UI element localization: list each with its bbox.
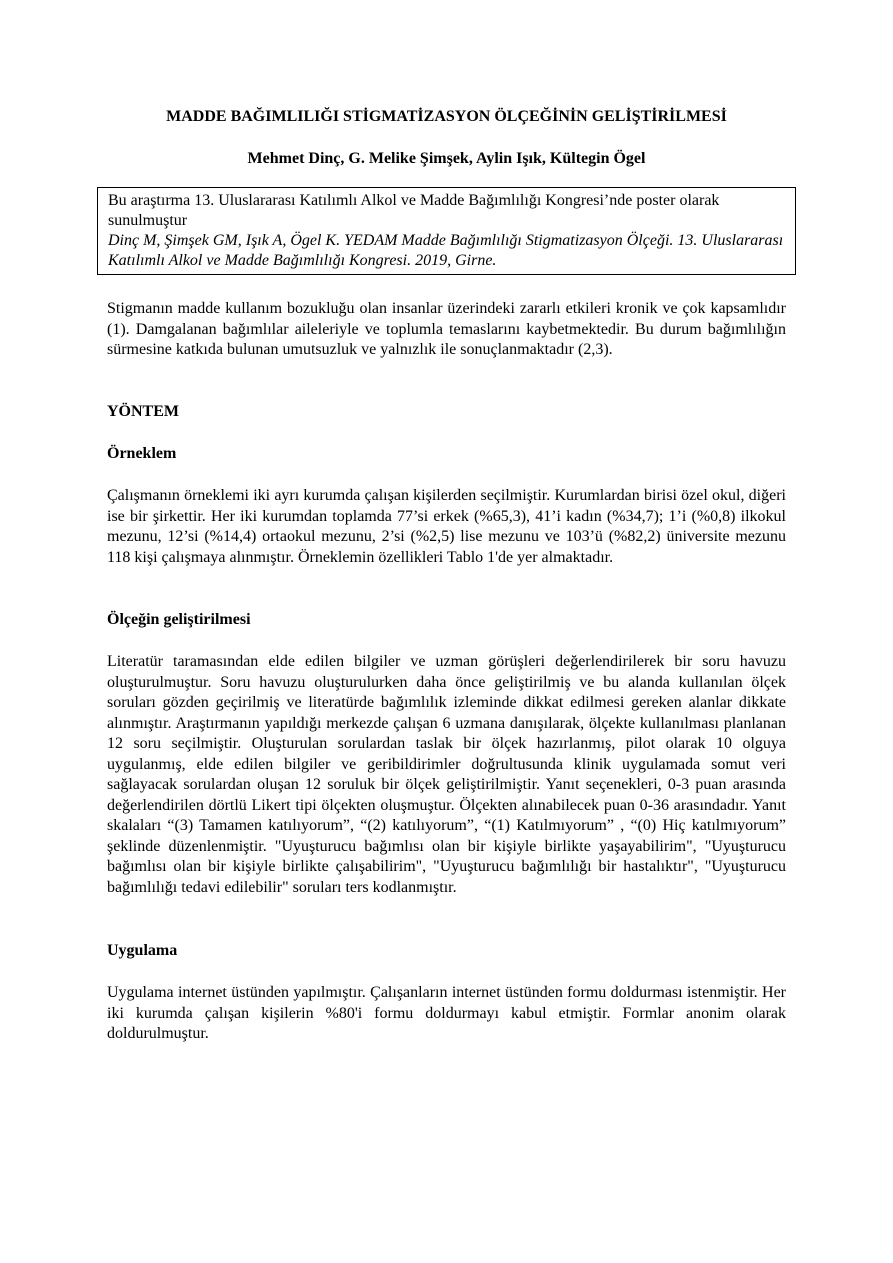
development-paragraph: Literatür taramasından elde edilen bilgiler ve uzman görüşleri değerlendirilerek bir soru havuzu oluşturulmuştur. Soru havuzu oluşturulurken daha önce geliştirilmiş ve bu alanda kullanılan ölçek soruları gözden geçirilmiş ve literatürde bağımlılık izleminde dikkat edilmesi gereken alanlar dikkate alınmıştır. Araştırmanın yapıldığı merkezde çalışan 6 uzmana danışılarak, ölçekte kullanılması planlanan 12 soru seçilmiştir. Oluşturulan sorulardan taslak bir ölçek hazırlanmış, pilot olarak 10 olguya uygulanmış, elde edilen bilgiler ve geribildirimler doğrultusunda klinik uygulamada somut veri sağlayacak sorulardan oluşan 12 soruluk bir ölçek geliştirilmiştir. Yanıt seçenekleri, 0-3 puan arasında değerlendirilen dörtlü Likert tipi ölçekten oluşmuştur. Ölçekten alınabilecek puan 0-36 arasındadır. Yanıt skalaları “(3) Tamamen katılıyorum”, “(2) katılıyorum”, “(1) Katılmıyorum” , “(0) Hiç katılmıyorum” şeklinde düzenlenmiştir. "Uyuşturucu bağımlısı olan bir kişiyle birlikte yaşayabilirim", "Uyuşturucu bağımlısı olan bir kişiyle birlikte çalışabilirim", "Uyuşturucu bağımlılığı bir hastalıktır", "Uyuşturucu bağımlılığı tedavi edilebilir" soruları ters kodlanmıştır. [107,653,786,896]
presentation-note-box [97,187,796,275]
sample-paragraph: Çalışmanın örneklemi iki ayrı kurumda çalışan kişilerden seçilmiştir. Kurumlardan birisi özel okul, diğeri ise bir şirkettir. Her iki kurumdan toplamda 77’si erkek (%65,3), 41’i kadın (%34,7); 1’i (%0,8) ilkokul mezunu, 12’si (%14,4) ortaokul mezunu, 2’si (%2,5) lise mezunu ve 103’ü (%82,2) üniversite mezunu 118 kişi çalışmaya alınmıştır. Örneklemin özellikleri Tablo 1'de yer almaktadır. [107,487,786,566]
intro-paragraph: Stigmanın madde kullanım bozukluğu olan insanlar üzerindeki zararlı etkileri kronik ve çok kapsamlıdır (1). Damgalanan bağımlılar aileleriyle ve toplumla temaslarını kaybetmektedir. Bu durum bağımlılığın sürmesine katkıda bulunan umutsuzluk ve yalnızlık ile sonuçlanmaktadır (2,3). [107,300,786,358]
presentation-note-text: Bu araştırma 13. Uluslararası Katılımlı Alkol ve Madde Bağımlılığı Kongresi’nde poster olarak sunulmuştur [108,192,720,229]
application-heading: Uygulama [107,942,178,959]
method-heading: YÖNTEM [107,403,179,420]
paper-title: MADDE BAĞIMLILIĞI STİGMATİZASYON ÖLÇEĞİNİN GELİŞTİRİLMESİ [166,108,727,125]
application-paragraph: Uygulama internet üstünden yapılmıştır. Çalışanların internet üstünden formu doldurması istenmiştir. Her iki kurumda çalışan kişilerin %80'i formu doldurmayı kabul etmiştir. Formlar anonim olarak doldurulmuştur. [107,984,786,1042]
sample-heading: Örneklem [107,445,177,462]
citation-text: Dinç M, Şimşek GM, Işık A, Ögel K. YEDAM Madde Bağımlılığı Stigmatizasyon Ölçeği. 13. Uluslararası Katılımlı Alkol ve Madde Bağımlılığı Kongresi. 2019, Girne. [108,232,784,269]
author-list: Mehmet Dinç, G. Melike Şimşek, Aylin Işık, Kültegin Ögel [247,150,646,167]
development-heading: Ölçeğin geliştirilmesi [107,611,251,628]
